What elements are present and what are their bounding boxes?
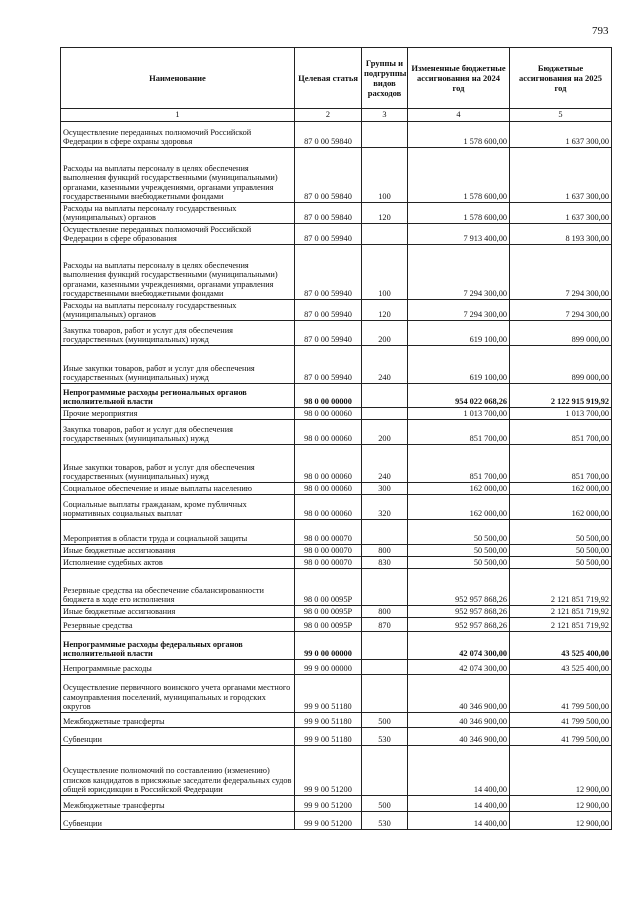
column-number: 5	[510, 109, 612, 122]
row-amount-2025: 7 294 300,00	[510, 245, 612, 300]
row-name: Расходы на выплаты персоналу в целях обеспечения выполнения функций государственными (муниципальными) органами, казенными учреждениями, органами управления государственными внебюджетными фондами	[61, 245, 295, 300]
row-amount-2025: 41 799 500,00	[510, 728, 612, 746]
column-number: 4	[408, 109, 510, 122]
row-target-code: 99 9 00 51200	[295, 812, 362, 830]
row-target-code: 87 0 00 59940	[295, 245, 362, 300]
table-row	[61, 495, 612, 520]
row-amount-2024: 619 100,00	[408, 321, 510, 346]
row-name: Иные бюджетные ассигнования	[61, 606, 295, 618]
row-amount-2024: 14 400,00	[408, 746, 510, 796]
row-expense-group: 100	[362, 245, 408, 300]
row-amount-2024: 952 957 868,26	[408, 606, 510, 618]
table-row	[61, 321, 612, 346]
column-numbers-row	[61, 109, 612, 122]
row-name: Мероприятия в области труда и социальной защиты	[61, 520, 295, 545]
row-name: Прочие мероприятия	[61, 408, 295, 420]
column-number: 2	[295, 109, 362, 122]
row-amount-2025: 50 500,00	[510, 520, 612, 545]
row-target-code: 99 0 00 00000	[295, 632, 362, 660]
row-name: Иные бюджетные ассигнования	[61, 545, 295, 557]
table-row	[61, 445, 612, 483]
row-amount-2024: 40 346 900,00	[408, 713, 510, 728]
row-amount-2024: 40 346 900,00	[408, 728, 510, 746]
row-amount-2025: 2 122 915 919,92	[510, 384, 612, 408]
row-expense-group: 500	[362, 796, 408, 812]
row-expense-group: 240	[362, 445, 408, 483]
row-name: Иные закупки товаров, работ и услуг для обеспечения государственных (муниципальных) нужд	[61, 346, 295, 384]
row-name: Расходы на выплаты персоналу государственных (муниципальных) органов	[61, 203, 295, 224]
table-row	[61, 384, 612, 408]
row-amount-2024: 14 400,00	[408, 812, 510, 830]
row-amount-2025: 41 799 500,00	[510, 675, 612, 713]
row-amount-2025: 2 121 851 719,92	[510, 618, 612, 632]
row-expense-group	[362, 520, 408, 545]
page-number: 793	[592, 25, 609, 37]
row-expense-group	[362, 675, 408, 713]
table-row	[61, 224, 612, 245]
row-amount-2025: 12 900,00	[510, 746, 612, 796]
table-row	[61, 728, 612, 746]
row-name: Осуществление переданных полномочий Российской Федерации в сфере охраны здоровья	[61, 122, 295, 148]
row-name: Субвенции	[61, 812, 295, 830]
row-amount-2024: 954 022 068,26	[408, 384, 510, 408]
table-row	[61, 812, 612, 830]
row-expense-group	[362, 746, 408, 796]
row-amount-2025: 12 900,00	[510, 796, 612, 812]
table-row	[61, 245, 612, 300]
row-amount-2025: 2 121 851 719,92	[510, 606, 612, 618]
row-amount-2024: 1 578 600,00	[408, 148, 510, 203]
row-amount-2024: 50 500,00	[408, 545, 510, 557]
row-amount-2025: 7 294 300,00	[510, 300, 612, 321]
row-amount-2025: 1 637 300,00	[510, 203, 612, 224]
row-name: Иные закупки товаров, работ и услуг для обеспечения государственных (муниципальных) нужд	[61, 445, 295, 483]
row-amount-2024: 7 294 300,00	[408, 245, 510, 300]
row-target-code: 98 0 00 0095Р	[295, 569, 362, 606]
row-amount-2024: 1 578 600,00	[408, 122, 510, 148]
row-name: Расходы на выплаты персоналу в целях обеспечения выполнения функций государственными (муниципальными) органами, казенными учреждениями, органами управления государственными внебюджетными фондами	[61, 148, 295, 203]
row-name: Расходы на выплаты персоналу государственных (муниципальных) органов	[61, 300, 295, 321]
row-target-code: 87 0 00 59840	[295, 148, 362, 203]
column-number: 3	[362, 109, 408, 122]
row-amount-2025: 899 000,00	[510, 346, 612, 384]
row-target-code: 99 9 00 51200	[295, 796, 362, 812]
row-amount-2024: 1 578 600,00	[408, 203, 510, 224]
table-row	[61, 148, 612, 203]
row-expense-group: 800	[362, 606, 408, 618]
row-target-code: 98 0 00 00060	[295, 408, 362, 420]
row-amount-2025: 2 121 851 719,92	[510, 569, 612, 606]
row-expense-group	[362, 384, 408, 408]
table-row	[61, 675, 612, 713]
row-amount-2025: 1 637 300,00	[510, 148, 612, 203]
row-name: Закупка товаров, работ и услуг для обеспечения государственных (муниципальных) нужд	[61, 420, 295, 445]
row-amount-2024: 7 294 300,00	[408, 300, 510, 321]
row-expense-group	[362, 408, 408, 420]
row-name: Социальные выплаты гражданам, кроме публичных нормативных социальных выплат	[61, 495, 295, 520]
table-row	[61, 483, 612, 495]
table-row	[61, 420, 612, 445]
row-amount-2024: 7 913 400,00	[408, 224, 510, 245]
row-name: Осуществление полномочий по составлению (изменению) списков кандидатов в присяжные заседатели федеральных судов общей юрисдикции в Российской Федерации	[61, 746, 295, 796]
row-expense-group: 100	[362, 148, 408, 203]
row-amount-2024: 162 000,00	[408, 483, 510, 495]
row-target-code: 99 9 00 51200	[295, 746, 362, 796]
row-expense-group: 800	[362, 545, 408, 557]
row-name: Межбюджетные трансферты	[61, 796, 295, 812]
row-target-code: 87 0 00 59940	[295, 224, 362, 245]
row-expense-group: 200	[362, 321, 408, 346]
row-amount-2025: 43 525 400,00	[510, 660, 612, 675]
row-expense-group: 830	[362, 557, 408, 569]
row-name: Межбюджетные трансферты	[61, 713, 295, 728]
row-target-code: 98 0 00 0095Р	[295, 606, 362, 618]
row-target-code: 98 0 00 00060	[295, 445, 362, 483]
row-amount-2025: 50 500,00	[510, 557, 612, 569]
row-name: Осуществление первичного воинского учета органами местного самоуправления поселений, муниципальных и городских округов	[61, 675, 295, 713]
row-target-code: 98 0 00 00000	[295, 384, 362, 408]
row-expense-group: 120	[362, 300, 408, 321]
row-target-code: 98 0 00 00070	[295, 557, 362, 569]
row-target-code: 98 0 00 00060	[295, 495, 362, 520]
row-name: Социальное обеспечение и иные выплаты населению	[61, 483, 295, 495]
row-expense-group	[362, 660, 408, 675]
row-expense-group	[362, 122, 408, 148]
row-amount-2025: 1 637 300,00	[510, 122, 612, 148]
row-amount-2025: 50 500,00	[510, 545, 612, 557]
row-name: Субвенции	[61, 728, 295, 746]
row-target-code: 99 9 00 51180	[295, 675, 362, 713]
row-amount-2024: 952 957 868,26	[408, 618, 510, 632]
row-target-code: 98 0 00 00060	[295, 483, 362, 495]
table-body	[61, 122, 612, 830]
row-amount-2024: 851 700,00	[408, 445, 510, 483]
header-group: Группы и подгруппы видов расходов	[362, 48, 408, 109]
row-expense-group	[362, 632, 408, 660]
row-target-code: 87 0 00 59940	[295, 300, 362, 321]
row-name: Резервные средства на обеспечение сбалансированности бюджета в ходе его исполнения	[61, 569, 295, 606]
budget-table	[60, 47, 612, 830]
row-expense-group: 240	[362, 346, 408, 384]
table-header-row	[61, 48, 612, 109]
row-target-code: 99 9 00 51180	[295, 728, 362, 746]
row-name: Резервные средства	[61, 618, 295, 632]
table-row	[61, 569, 612, 606]
row-amount-2025: 43 525 400,00	[510, 632, 612, 660]
row-name: Закупка товаров, работ и услуг для обеспечения государственных (муниципальных) нужд	[61, 321, 295, 346]
row-name: Непрограммные расходы федеральных органов исполнительной власти	[61, 632, 295, 660]
row-amount-2024: 14 400,00	[408, 796, 510, 812]
column-number: 1	[61, 109, 295, 122]
row-expense-group: 530	[362, 812, 408, 830]
table-row	[61, 606, 612, 618]
row-amount-2025: 851 700,00	[510, 445, 612, 483]
row-amount-2024: 50 500,00	[408, 557, 510, 569]
header-code: Целевая статья	[295, 48, 362, 109]
row-amount-2025: 899 000,00	[510, 321, 612, 346]
row-target-code: 99 9 00 51180	[295, 713, 362, 728]
table-row	[61, 545, 612, 557]
header-amount-2025: Бюджетные ассигнования на 2025 год	[510, 48, 612, 109]
table-row	[61, 122, 612, 148]
row-target-code: 98 0 00 00060	[295, 420, 362, 445]
table-row	[61, 746, 612, 796]
row-target-code: 98 0 00 0095Р	[295, 618, 362, 632]
row-amount-2024: 851 700,00	[408, 420, 510, 445]
row-expense-group	[362, 569, 408, 606]
row-amount-2024: 50 500,00	[408, 520, 510, 545]
row-name: Непрограммные расходы	[61, 660, 295, 675]
row-expense-group: 300	[362, 483, 408, 495]
row-name: Непрограммные расходы региональных органов исполнительной власти	[61, 384, 295, 408]
row-amount-2024: 952 957 868,26	[408, 569, 510, 606]
table-row	[61, 713, 612, 728]
table-row	[61, 660, 612, 675]
row-target-code: 87 0 00 59840	[295, 122, 362, 148]
row-expense-group: 320	[362, 495, 408, 520]
row-target-code: 99 9 00 00000	[295, 660, 362, 675]
table-row	[61, 557, 612, 569]
table-row	[61, 796, 612, 812]
row-target-code: 87 0 00 59940	[295, 346, 362, 384]
row-amount-2025: 1 013 700,00	[510, 408, 612, 420]
row-amount-2025: 8 193 300,00	[510, 224, 612, 245]
row-expense-group: 530	[362, 728, 408, 746]
row-name: Осуществление переданных полномочий Российской Федерации в сфере образования	[61, 224, 295, 245]
table-row	[61, 632, 612, 660]
row-expense-group: 500	[362, 713, 408, 728]
table-row	[61, 618, 612, 632]
row-amount-2024: 162 000,00	[408, 495, 510, 520]
row-expense-group: 200	[362, 420, 408, 445]
row-amount-2025: 41 799 500,00	[510, 713, 612, 728]
header-amount-2024: Измененные бюджетные ассигнования на 2024 год	[408, 48, 510, 109]
row-target-code: 87 0 00 59840	[295, 203, 362, 224]
row-target-code: 87 0 00 59940	[295, 321, 362, 346]
table-row	[61, 408, 612, 420]
row-amount-2024: 1 013 700,00	[408, 408, 510, 420]
row-amount-2024: 619 100,00	[408, 346, 510, 384]
row-expense-group: 120	[362, 203, 408, 224]
row-amount-2025: 162 000,00	[510, 495, 612, 520]
table-row	[61, 520, 612, 545]
row-expense-group	[362, 224, 408, 245]
row-amount-2024: 42 074 300,00	[408, 660, 510, 675]
row-amount-2024: 40 346 900,00	[408, 675, 510, 713]
row-amount-2025: 12 900,00	[510, 812, 612, 830]
row-target-code: 98 0 00 00070	[295, 520, 362, 545]
table-row	[61, 203, 612, 224]
row-name: Исполнение судебных актов	[61, 557, 295, 569]
row-expense-group: 870	[362, 618, 408, 632]
table-row	[61, 346, 612, 384]
table-row	[61, 300, 612, 321]
row-amount-2025: 162 000,00	[510, 483, 612, 495]
row-target-code: 98 0 00 00070	[295, 545, 362, 557]
header-name: Наименование	[61, 48, 295, 109]
row-amount-2024: 42 074 300,00	[408, 632, 510, 660]
row-amount-2025: 851 700,00	[510, 420, 612, 445]
